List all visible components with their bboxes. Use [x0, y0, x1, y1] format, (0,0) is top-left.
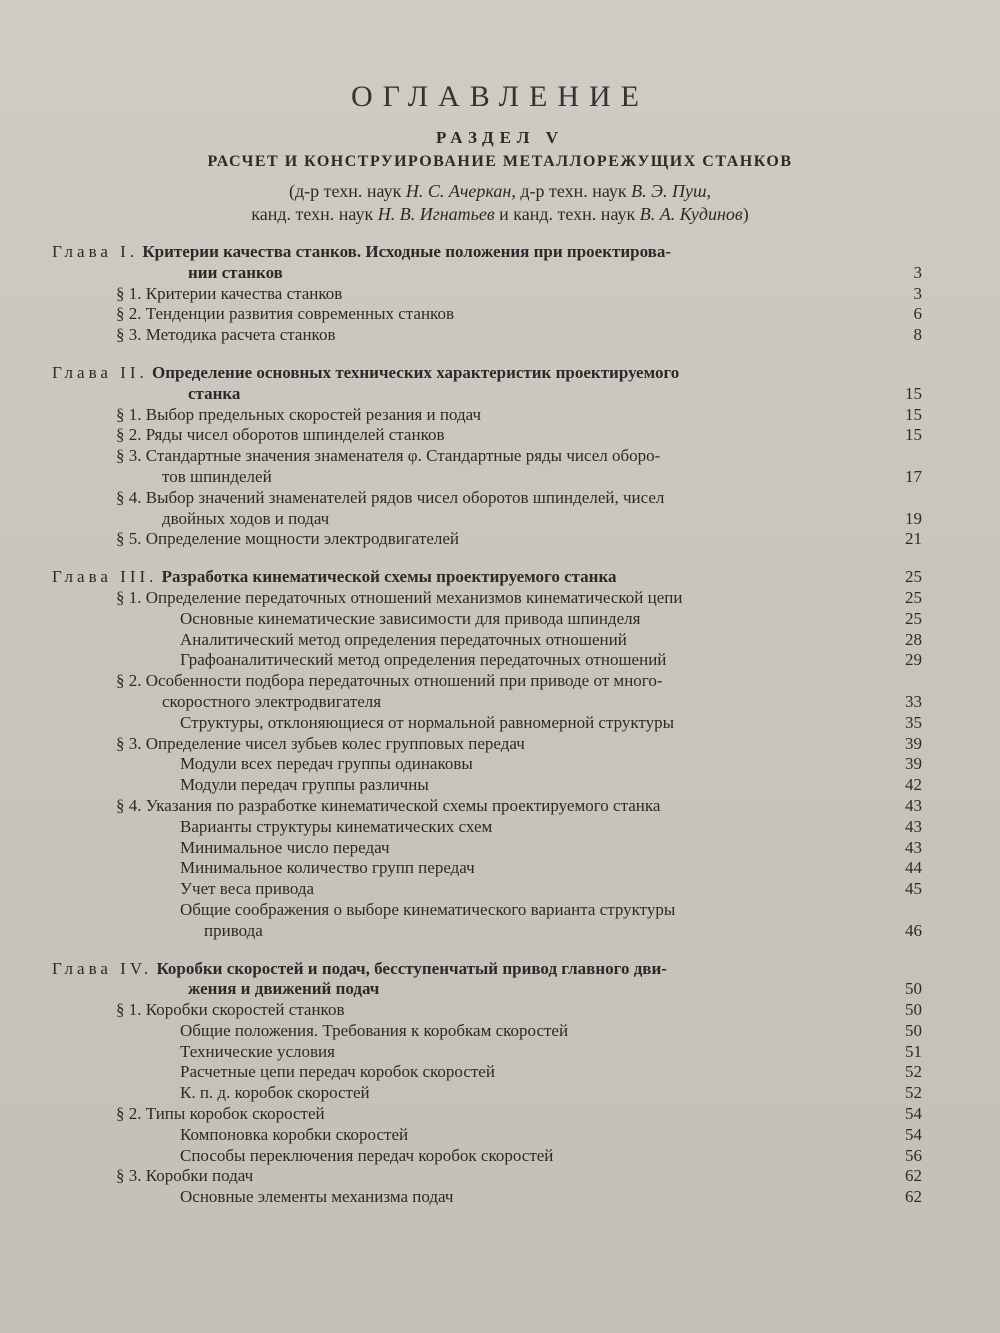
toc-page-number: 3 [913, 262, 922, 282]
author-separator: ) [742, 204, 749, 224]
toc-paragraph[interactable] [116, 734, 922, 755]
toc-page-number: 8 [913, 325, 922, 345]
section-label: РАЗДЕЛ V [435, 128, 564, 147]
toc-entry-title: Определение передаточных отношений механизмов кинематической цепи [145, 587, 683, 607]
toc-subsection[interactable] [180, 1125, 922, 1146]
toc-entry-lead: § 1. [116, 404, 142, 424]
toc-entry-lead: § 3. [116, 446, 142, 466]
toc-entry-text [180, 1187, 922, 1208]
toc-paragraph[interactable] [116, 488, 922, 530]
toc-entry-text [180, 630, 922, 651]
toc-paragraph[interactable] [116, 796, 922, 817]
toc-paragraph[interactable] [116, 425, 922, 446]
toc-entry-title: Минимальное количество групп передач [180, 858, 475, 878]
toc-page-number: 25 [905, 608, 922, 628]
toc-page-number: 21 [905, 529, 922, 549]
toc-entry-title: Расчетные цепи передач коробок скоростей [180, 1062, 495, 1082]
toc-paragraph[interactable] [116, 405, 922, 426]
toc-paragraph[interactable] [116, 304, 922, 325]
toc-paragraph[interactable] [116, 588, 922, 609]
toc-page-number: 62 [905, 1166, 922, 1186]
toc-entry-text [52, 959, 922, 980]
toc-entry-text [116, 588, 922, 609]
toc-entry-title: Варианты структуры кинематических схем [180, 816, 493, 836]
toc-subsection[interactable] [180, 1062, 922, 1083]
toc-entry-title: Выбор предельных скоростей резания и подач [145, 404, 482, 424]
toc-entry-text [116, 284, 922, 305]
toc-subsection[interactable] [180, 900, 922, 942]
toc-page-number: 52 [905, 1062, 922, 1082]
toc-subsection[interactable] [180, 1042, 922, 1063]
toc-page-number: 56 [905, 1145, 922, 1165]
toc-subsection[interactable] [180, 775, 922, 796]
toc-entry-lead: § 2. [116, 425, 142, 445]
toc-entry-title: Способы переключения передач коробок скоростей [180, 1145, 554, 1165]
toc-entry-lead: § 2. [116, 1104, 142, 1124]
toc-subsection[interactable] [180, 713, 922, 734]
toc-entry-title: Структуры, отклоняющиеся от нормальной равномерной структуры [180, 712, 675, 732]
toc-entry-continuation: станка [188, 383, 241, 403]
toc-subsection[interactable] [180, 1146, 922, 1167]
toc-page-number: 52 [905, 1083, 922, 1103]
author-name: В. Э. Пуш [631, 181, 707, 201]
toc-page-number: 50 [905, 1000, 922, 1020]
toc-entry-text [52, 363, 922, 384]
toc-entry-text [116, 796, 922, 817]
toc-entry-title: Определение мощности электродвигателей [145, 529, 460, 549]
toc-page-number: 29 [905, 650, 922, 670]
toc-entry-title: Коробки скоростей и подач, бесступенчатый привод главного дви- [156, 958, 667, 978]
toc-page-number: 25 [905, 587, 922, 607]
toc-page-number: 44 [905, 858, 922, 878]
toc-subsection[interactable] [180, 879, 922, 900]
toc-entry-title: Критерии качества станков. Исходные положения при проектирова- [142, 242, 672, 261]
table-of-contents [52, 242, 922, 1208]
toc-page-number: 51 [905, 1041, 922, 1061]
toc-page-number: 15 [905, 383, 922, 403]
toc-page-number: 54 [905, 1124, 922, 1144]
toc-entry-lead: Глава III. [52, 567, 158, 587]
toc-page-number: 33 [905, 691, 922, 711]
toc-entry-continuation: скоростного электродвигателя [162, 691, 382, 711]
toc-page-number: 6 [913, 304, 922, 324]
toc-paragraph[interactable] [116, 529, 922, 550]
toc-page-number: 42 [905, 775, 922, 795]
toc-page-number: 54 [905, 1104, 922, 1124]
toc-entry-text [116, 304, 922, 325]
toc-chapter[interactable] [52, 567, 922, 588]
toc-subsection[interactable] [180, 754, 922, 775]
toc-page-number: 28 [905, 629, 922, 649]
author-name: В. А. Кудинов [639, 204, 743, 224]
toc-entry-text [52, 242, 922, 263]
toc-entry-title: Стандартные значения знаменателя φ. Стандартные ряды чисел оборо- [145, 446, 661, 466]
toc-page-number: 43 [905, 816, 922, 836]
toc-entry-title: Общие положения. Требования к коробкам скоростей [180, 1020, 569, 1040]
toc-entry-text [116, 671, 922, 692]
toc-entry-title: Выбор значений знаменателей рядов чисел оборотов шпинделей, чисел [145, 487, 665, 507]
toc-entry-text [180, 879, 922, 900]
author-prefix: (д-р техн. наук [288, 181, 406, 201]
toc-entry-text [180, 754, 922, 775]
toc-entry-text [116, 446, 922, 467]
toc-chapter[interactable] [52, 959, 922, 1001]
toc-entry-text [116, 1000, 922, 1021]
toc-entry-title: Учет веса привода [180, 879, 315, 899]
toc-entry-text [116, 1104, 922, 1125]
toc-subsection[interactable] [180, 609, 922, 630]
toc-entry-continuation: тов шпинделей [162, 466, 272, 486]
toc-subsection[interactable] [180, 650, 922, 671]
toc-entry-text [116, 405, 922, 426]
toc-entry-text [116, 1166, 922, 1187]
toc-entry-title: Указания по разработке кинематической схемы проектируемого станка [145, 795, 661, 815]
author-prefix: канд. техн. наук [251, 204, 378, 224]
authors-block [0, 180, 1000, 226]
toc-page-number: 39 [905, 733, 922, 753]
toc-entry-lead: Глава II. [52, 362, 148, 382]
toc-paragraph[interactable] [116, 446, 922, 488]
toc-entry-text [180, 1146, 922, 1167]
toc-entry-text [116, 488, 922, 509]
toc-entry-text [180, 650, 922, 671]
toc-entry-title: Разработка кинематической схемы проектируемого станка [161, 567, 617, 587]
toc-entry-title: Модули всех передач группы одинаковы [180, 754, 473, 774]
toc-entry-lead: § 3. [116, 325, 142, 345]
toc-subsection[interactable] [180, 858, 922, 879]
toc-paragraph[interactable] [116, 284, 922, 305]
toc-entry-text [116, 529, 922, 550]
toc-entry-title: Определение чисел зубьев колес групповых передач [145, 733, 525, 753]
toc-entry-title: Графоаналитический метод определения передаточных отношений [180, 650, 667, 670]
toc-entry-title: Методика расчета станков [145, 325, 336, 345]
toc-subsection[interactable] [180, 1021, 922, 1042]
toc-subsection[interactable] [180, 817, 922, 838]
toc-paragraph[interactable] [116, 325, 922, 346]
toc-entry-text [116, 325, 922, 346]
toc-page-number: 45 [905, 879, 922, 899]
toc-entry-lead: § 1. [116, 283, 142, 303]
toc-entry-continuation: нии станков [188, 262, 283, 282]
toc-entry-title: Коробки скоростей станков [145, 1000, 345, 1020]
toc-page-number: 25 [905, 567, 922, 587]
toc-entry-title: Коробки подач [145, 1166, 254, 1186]
toc-entry-title: Минимальное число передач [180, 837, 390, 857]
authors-line-1 [0, 180, 1000, 203]
author-name: Н. С. Ачеркан [405, 181, 512, 201]
toc-entry-title: Ряды чисел оборотов шпинделей станков [145, 425, 445, 445]
toc-entry-text [180, 1083, 922, 1104]
toc-entry-title: Определение основных технических характеристик проектируемого [152, 362, 680, 382]
toc-page-number: 46 [905, 920, 922, 940]
toc-paragraph[interactable] [116, 1166, 922, 1187]
toc-entry-lead: § 4. [116, 487, 142, 507]
toc-subsection[interactable] [180, 1187, 922, 1208]
toc-entry-title: Основные кинематические зависимости для привода шпинделя [180, 608, 641, 628]
page-title: ОГЛАВЛЕНИЕ [351, 80, 649, 113]
toc-entry-text [180, 817, 922, 838]
toc-page-number: 39 [905, 754, 922, 774]
toc-entry-lead: § 3. [116, 1166, 142, 1186]
toc-entry-text [180, 900, 922, 921]
toc-entry-title: Компоновка коробки скоростей [180, 1124, 409, 1144]
toc-entry-lead: § 5. [116, 529, 142, 549]
toc-entry-lead: § 2. [116, 304, 142, 324]
toc-paragraph[interactable] [116, 1000, 922, 1021]
section-title: РАСЧЕТ И КОНСТРУИРОВАНИЕ МЕТАЛЛОРЕЖУЩИХ СТАНКОВ [207, 153, 793, 170]
toc-page-number: 50 [905, 1020, 922, 1040]
toc-entry-text [180, 1021, 922, 1042]
toc-entry-text [180, 1042, 922, 1063]
toc-entry-title: Основные элементы механизма подач [180, 1187, 454, 1207]
toc-entry-lead: § 2. [116, 671, 142, 691]
toc-entry-lead: § 3. [116, 733, 142, 753]
author-separator: , [706, 181, 712, 201]
toc-page-number: 62 [905, 1187, 922, 1207]
toc-entry-title: Особенности подбора передаточных отношений при приводе от много- [145, 671, 663, 691]
toc-subsection[interactable] [180, 838, 922, 859]
toc-paragraph[interactable] [116, 1104, 922, 1125]
toc-entry-continuation: привода [204, 920, 263, 940]
toc-page-number: 3 [913, 283, 922, 303]
toc-page-number: 15 [905, 404, 922, 424]
author-name: Н. В. Игнатьев [377, 204, 495, 224]
toc-paragraph[interactable] [116, 671, 922, 713]
toc-page-number: 35 [905, 712, 922, 732]
toc-entry-text [180, 858, 922, 879]
toc-entry-title: Модули передач группы различны [180, 775, 429, 795]
toc-entry-continuation: жения и движений подач [188, 979, 380, 999]
toc-entry-lead: § 1. [116, 1000, 142, 1020]
toc-page-number: 15 [905, 425, 922, 445]
toc-chapter[interactable] [52, 363, 922, 405]
toc-entry-title: Типы коробок скоростей [145, 1104, 325, 1124]
toc-entry-text [52, 567, 922, 588]
toc-page-number: 50 [905, 979, 922, 999]
toc-entry-lead: § 4. [116, 795, 142, 815]
toc-entry-title: Аналитический метод определения передаточных отношений [180, 629, 627, 649]
toc-entry-text [180, 1125, 922, 1146]
toc-entry-title: Тенденции развития современных станков [145, 304, 454, 324]
author-prefix: , д-р техн. наук [511, 181, 632, 201]
toc-entry-title: Общие соображения о выборе кинематического варианта структуры [180, 899, 676, 919]
toc-page-number: 19 [905, 508, 922, 528]
toc-entry-text [116, 425, 922, 446]
toc-entry-text [180, 609, 922, 630]
toc-entry-text [180, 713, 922, 734]
toc-entry-text [180, 1062, 922, 1083]
toc-entry-title: Критерии качества станков [145, 283, 343, 303]
toc-subsection[interactable] [180, 1083, 922, 1104]
toc-entry-text [180, 775, 922, 796]
toc-entry-text [180, 838, 922, 859]
toc-entry-text [116, 734, 922, 755]
toc-page-number: 43 [905, 795, 922, 815]
author-prefix: и канд. техн. наук [494, 204, 640, 224]
toc-entry-title: Технические условия [180, 1041, 335, 1061]
toc-subsection[interactable] [180, 630, 922, 651]
authors-line-2 [0, 203, 1000, 226]
toc-page-number: 17 [905, 466, 922, 486]
toc-entry-lead: § 1. [116, 587, 142, 607]
toc-entry-continuation: двойных ходов и подач [162, 508, 330, 528]
toc-entry-lead: Глава IV. [52, 958, 153, 978]
toc-chapter[interactable] [52, 242, 922, 284]
toc-page-number: 43 [905, 837, 922, 857]
toc-entry-title: К. п. д. коробок скоростей [180, 1083, 370, 1103]
toc-entry-lead: Глава I. [52, 242, 139, 261]
